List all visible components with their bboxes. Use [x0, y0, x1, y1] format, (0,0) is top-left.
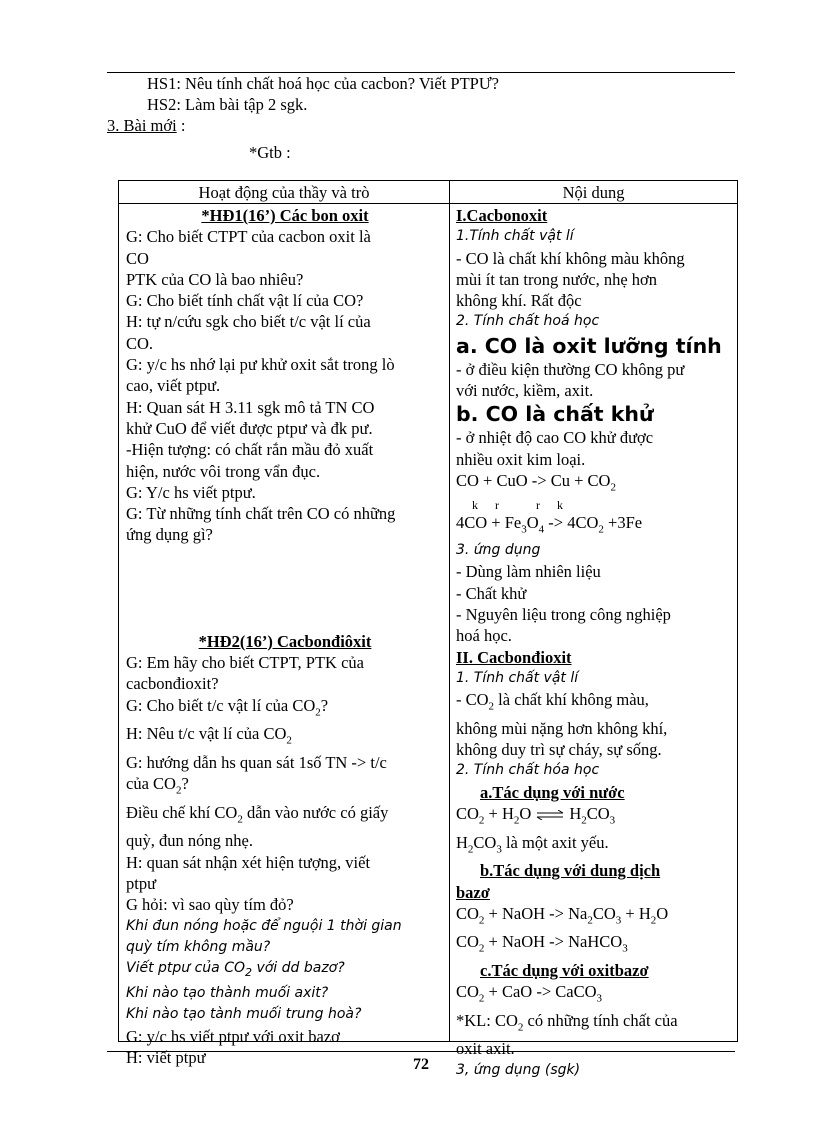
right-line: không khí. Rất độc	[456, 291, 582, 311]
left-line: quỳ, đun nóng nhẹ.	[126, 831, 253, 851]
big-heading-a: a. CO là oxit lưỡng tính	[456, 333, 722, 358]
subscript: 4	[538, 522, 545, 535]
subheading: 1. Tính chất vật lí	[456, 669, 579, 686]
text: + H	[621, 903, 651, 923]
left-line: H: tự n/cứu sgk cho biết t/c vật lí của	[126, 312, 371, 332]
text: CO	[456, 903, 479, 923]
section-2-title: II. Cacbonđioxit	[456, 647, 572, 667]
right-line: với nước, kiềm, axit.	[456, 381, 594, 401]
subscript: 2	[175, 784, 182, 797]
left-line: G hỏi: vì sao qùy tím đỏ?	[126, 895, 294, 915]
right-line: - ở nhiệt độ cao CO khử được	[456, 428, 654, 448]
text: dẫn vào nước có giấy	[242, 802, 389, 822]
subscript: 2	[513, 814, 520, 827]
subscript: 2	[650, 914, 657, 927]
text: +3Fe	[603, 512, 643, 532]
text: H: Nêu t/c vật lí của CO	[126, 724, 287, 744]
heading-base-1: b.Tác dụng với dung dịch	[480, 861, 661, 881]
hs2-line: HS2: Làm bài tập 2 sgk.	[147, 95, 308, 114]
text: *KL: CO	[456, 1010, 518, 1030]
section-1-title: I.Cacbonoxit	[456, 206, 548, 225]
text: O	[526, 512, 539, 532]
left-line	[126, 695, 444, 724]
left-line: G: Cho biết CTPT của cacbon oxit là	[126, 227, 371, 247]
subscript: 3	[622, 942, 628, 955]
column-divider	[449, 181, 450, 1041]
right-line: nhiều oxit kim loại.	[456, 449, 586, 469]
big-heading-b: b. CO là chất khử	[456, 402, 654, 427]
left-line: G: Em hãy cho biết CTPT, PTK của	[126, 653, 364, 673]
equation	[456, 931, 734, 960]
text: k r r k	[472, 497, 564, 512]
subheading: 2. Tính chất hoá học	[456, 313, 600, 330]
left-line: H: Quan sát H 3.11 sgk mô tả TN CO	[126, 397, 375, 417]
left-line: G: Cho biết tính chất vật lí của CO?	[126, 291, 364, 311]
equation	[456, 470, 734, 499]
right-line: - Nguyên liệu trong công nghiệp	[456, 605, 671, 625]
left-line: cao, viết ptpư.	[126, 376, 221, 396]
italic-line: quỳ tím không mầu?	[126, 938, 271, 955]
text: có những tính chất của	[523, 1010, 678, 1030]
gtb-line: *Gtb :	[249, 143, 291, 162]
subscript: 3	[496, 842, 502, 855]
subscript: 3	[596, 992, 603, 1005]
left-line: hiện, nước vôi trong vẩn đục.	[126, 461, 321, 481]
italic-line: Khi đun nóng hoặc để nguội 1 thời gian	[126, 917, 402, 934]
right-line: - Dùng làm nhiên liệu	[456, 562, 601, 582]
text: H	[456, 832, 468, 852]
subscript: 2	[581, 814, 587, 827]
text: CO + CuO -> Cu + CO	[456, 470, 611, 490]
text: Viết ptpư của CO	[126, 960, 245, 977]
left-line	[126, 773, 444, 802]
left-line: khử CuO để viết được ptpư và đk pư.	[126, 418, 373, 438]
left-line: -Hiện tượng: có chất rắn mầu đỏ xuất	[126, 440, 374, 460]
italic-line: Khi nào tạo tành muối trung hoà?	[126, 1006, 362, 1023]
teacher-student-column	[126, 205, 444, 1068]
subscript: 2	[587, 914, 593, 927]
text: CO	[592, 903, 616, 923]
text: CO	[456, 932, 479, 952]
heading-basic-oxide: c.Tác dụng với oxitbazơ	[480, 960, 649, 980]
subscript: 3	[521, 522, 527, 535]
content-column	[456, 205, 734, 1081]
italic-line: Khi nào tạo thành muối axit?	[126, 985, 329, 1002]
subscript: 2	[478, 914, 485, 927]
equation	[456, 803, 734, 832]
section-title: 3. Bài mới	[107, 116, 177, 135]
left-line	[126, 723, 444, 752]
text: -> 4CO	[544, 512, 599, 532]
left-line: cacbonđioxit?	[126, 674, 219, 694]
text: ?	[181, 774, 189, 794]
right-line	[456, 689, 734, 718]
subscript: 2	[478, 814, 485, 827]
subscript: 2	[467, 842, 474, 855]
right-line: không duy trì sự cháy, sự sống.	[456, 740, 662, 760]
left-spacer	[126, 546, 444, 631]
text: của CO	[126, 774, 176, 794]
right-line: - ở điều kiện thường CO không pư	[456, 359, 685, 379]
text: H	[569, 804, 582, 824]
subscript: 2	[598, 522, 604, 535]
italic-line	[126, 958, 444, 983]
page-number: 72	[413, 1056, 429, 1073]
right-line: mùi ít tan trong nước, nhẹ hơn	[456, 269, 657, 289]
left-line: G: y/c hs nhớ lại pư khử oxit sắt trong lò	[126, 355, 395, 375]
right-line: oxit axit.	[456, 1039, 515, 1059]
left-line: G: hướng dẫn hs quan sát 1số TN -> t/c	[126, 752, 387, 772]
heading-base-2: bazơ	[456, 882, 490, 902]
text: + NaOH -> NaHCO	[484, 932, 623, 952]
left-line: ứng dụng gì?	[126, 525, 213, 545]
text: Điều chế khí CO	[126, 802, 238, 822]
subheading: 3, ứng dụng (sgk)	[456, 1061, 581, 1078]
hd2-title: *HĐ2(16’) Cacbonđiôxit	[198, 631, 372, 651]
text: O	[656, 903, 669, 923]
left-line: ptpư	[126, 873, 157, 893]
left-line	[126, 802, 444, 831]
equation	[456, 981, 734, 1010]
subscript: 2	[488, 700, 495, 713]
bottom-rule	[107, 1051, 735, 1052]
subscript: 3	[615, 914, 622, 927]
subscript: 2	[478, 992, 485, 1005]
text: 4CO + Fe	[456, 512, 522, 532]
equation	[456, 512, 734, 541]
subscript: 2	[610, 481, 616, 494]
text: CO	[586, 804, 610, 824]
left-line: H: viết ptpư	[126, 1048, 206, 1068]
text: + H	[484, 804, 514, 824]
preamble	[107, 73, 735, 163]
right-line: hoá học.	[456, 626, 512, 646]
subscript: 2	[517, 1021, 524, 1034]
subscript: 3	[609, 814, 616, 827]
text: ?	[320, 695, 329, 715]
state-labels	[456, 499, 734, 512]
text: là chất khí không màu,	[494, 690, 649, 710]
text: G: Cho biết t/c vật lí của CO	[126, 695, 316, 715]
text: với dd bazơ?	[252, 960, 345, 977]
subscript: 2	[245, 965, 252, 979]
text: CO	[456, 804, 479, 824]
right-line: - Chất khử	[456, 583, 527, 603]
left-line: CO	[126, 248, 149, 268]
right-line: - CO là chất khí không màu không	[456, 248, 685, 268]
left-line: G: Từ những tính chất trên CO có những	[126, 504, 396, 524]
hd1-title: *HĐ1(16’) Các bon oxit	[201, 206, 369, 225]
text: + CaO -> CaCO	[484, 982, 597, 1002]
text: CO	[473, 832, 497, 852]
left-line: PTK của CO là bao nhiêu?	[126, 269, 304, 289]
equation	[456, 903, 734, 932]
header-right: Nội dung	[562, 183, 625, 202]
subscript: 2	[478, 942, 485, 955]
heading-water: a.Tác dụng với nước	[480, 782, 625, 802]
text: + NaOH -> Na	[484, 903, 588, 923]
left-line: CO.	[126, 333, 154, 353]
left-line: G: Y/c hs viết ptpư.	[126, 482, 256, 502]
subscript: 2	[237, 813, 243, 826]
right-line	[456, 832, 734, 861]
equilibrium-arrow-icon	[535, 810, 565, 820]
text: CO	[456, 982, 479, 1002]
text: O	[519, 804, 532, 824]
section-heading	[107, 115, 735, 136]
header-divider	[119, 203, 737, 204]
right-line: không mùi nặng hơn không khí,	[456, 718, 668, 738]
subscript: 2	[315, 705, 321, 718]
right-line	[456, 1010, 734, 1039]
text: là một axit yếu.	[501, 832, 609, 852]
section-colon: :	[176, 116, 186, 135]
header-left: Hoạt động của thầy và trò	[198, 183, 370, 202]
left-line: H: quan sát nhận xét hiện tượng, viết	[126, 852, 371, 872]
subheading: 3. ứng dụng	[456, 542, 541, 559]
subheading: 1.Tính chất vật lí	[456, 228, 574, 245]
hs1-line: HS1: Nêu tính chất hoá học của cacbon? Viết PTPƯ?	[147, 74, 499, 93]
subheading: 2. Tính chất hóa học	[456, 762, 600, 779]
subscript: 2	[286, 734, 292, 747]
text: - CO	[456, 690, 489, 710]
left-line: G: y/c hs viết ptpư với oxit bazơ	[126, 1026, 340, 1046]
